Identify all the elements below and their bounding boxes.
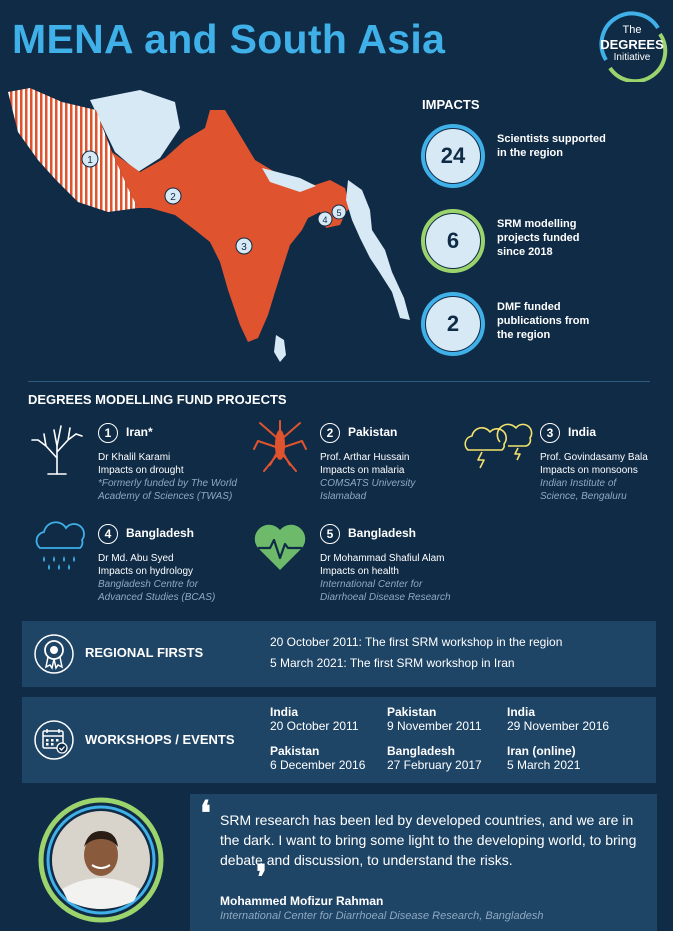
storm-cloud-icon (460, 420, 534, 470)
map-pin-3-label: 3 (241, 242, 247, 253)
workshops-panel (22, 697, 656, 783)
logo-line1: The (622, 24, 642, 36)
portrait-avatar (38, 797, 164, 923)
map-region-sri-lanka (274, 335, 286, 362)
project-note: Academy of Sciences (TWAS) (98, 491, 233, 502)
map-pin-1 (82, 151, 98, 167)
project-note: International Center for (320, 579, 423, 590)
project-person: Dr Khalil Karami (98, 452, 171, 463)
dead-tree-icon (28, 418, 86, 476)
impact-value: 6 (426, 214, 480, 268)
project-note: Bangladesh Centre for (98, 579, 199, 590)
workshop-item (270, 744, 365, 772)
workshop-item (387, 705, 482, 733)
impact-item (421, 292, 671, 362)
close-quote-icon: ❜ (256, 858, 267, 898)
map-pin-4 (318, 212, 332, 226)
project-note: Indian Institute of (540, 478, 617, 489)
project-topic: Impacts on hydrology (98, 566, 194, 577)
rain-cloud-icon (30, 518, 90, 574)
project-number: 5 (320, 524, 340, 544)
workshop-date: 6 December 2016 (270, 758, 366, 772)
project-number: 1 (98, 423, 118, 443)
project-country: Bangladesh (126, 526, 195, 540)
workshop-country: India (507, 705, 536, 719)
impact-value: 2 (426, 297, 480, 351)
workshop-item (507, 744, 580, 772)
project-note: Science, Bengaluru (540, 491, 627, 502)
project-country: Bangladesh (348, 526, 417, 540)
project-number: 4 (98, 524, 118, 544)
regional-firsts-panel (22, 621, 656, 687)
projects-heading: DEGREES MODELLING FUND PROJECTS (28, 392, 287, 407)
impact-item (421, 209, 671, 279)
workshop-country: Pakistan (387, 705, 437, 719)
impact-text: DMF funded publications from the region (497, 301, 590, 341)
project-country: Pakistan (348, 425, 398, 439)
workshop-date: 9 November 2011 (387, 719, 482, 733)
project-country: India (568, 425, 597, 439)
map-pin-1-label: 1 (87, 155, 93, 166)
workshop-country: India (270, 705, 299, 719)
project-topic: Impacts on health (320, 566, 399, 577)
degrees-logo (596, 10, 668, 82)
workshop-item (387, 744, 482, 772)
project-topic: Impacts on malaria (320, 465, 405, 476)
calendar-icon (34, 720, 74, 760)
project-person: Prof. Govindasamy Bala (540, 452, 648, 463)
region-map (0, 80, 420, 370)
workshops-label: WORKSHOPS / EVENTS (85, 732, 235, 747)
map-pin-5 (332, 205, 346, 219)
impact-text: Scientists supported in the region (497, 133, 606, 159)
project-note: COMSATS University (320, 478, 416, 489)
workshop-item (507, 705, 609, 733)
award-badge-icon (34, 634, 74, 674)
workshop-country: Bangladesh (387, 744, 456, 758)
quote-org: International Center for Diarrhoeal Disease Research, Bangladesh (220, 910, 544, 922)
project-topic: Impacts on drought (98, 465, 184, 476)
project-note: Islamabad (320, 491, 367, 502)
workshop-country: Pakistan (270, 744, 320, 758)
workshop-country: Iran (online) (507, 744, 576, 758)
impact-item (421, 124, 671, 194)
project-country: Iran* (126, 425, 153, 439)
logo-line3: Initiative (613, 52, 651, 63)
map-pin-2-label: 2 (170, 192, 176, 203)
quote-author: Mohammed Mofizur Rahman (220, 894, 384, 908)
regional-first-item: 20 October 2011: The first SRM workshop in the region (270, 635, 563, 649)
regional-first-item: 5 March 2021: The first SRM workshop in Iran (270, 656, 515, 670)
workshop-date: 20 October 2011 (270, 719, 359, 733)
heartbeat-icon (252, 520, 308, 572)
project-topic: Impacts on monsoons (540, 465, 638, 476)
project-note: Diarrhoeal Disease Research (320, 592, 451, 603)
workshop-date: 27 February 2017 (387, 758, 482, 772)
workshop-date: 5 March 2021 (507, 758, 581, 772)
quote-text: SRM research has been led by developed countries, and we are in the dark. I want to bring some light to the developing world, to bring debate and discussion, to understand the risks. (220, 812, 637, 868)
project-person: Dr Md. Abu Syed (98, 553, 174, 564)
map-pin-3 (236, 238, 252, 254)
map-pin-5-label: 5 (336, 208, 342, 218)
section-divider (28, 381, 650, 382)
quote-panel (190, 794, 657, 931)
map-pin-4-label: 4 (322, 215, 328, 225)
logo-line2: DEGREES (600, 37, 664, 52)
project-number: 2 (320, 423, 340, 443)
mosquito-icon (250, 415, 310, 475)
workshop-date: 29 November 2016 (507, 719, 610, 733)
project-number: 3 (540, 423, 560, 443)
project-note: *Formerly funded by The World (98, 478, 237, 489)
impacts-heading: IMPACTS (422, 97, 480, 112)
map-pin-2 (165, 188, 181, 204)
regional-firsts-label: REGIONAL FIRSTS (85, 645, 204, 660)
impact-value: 24 (426, 129, 480, 183)
project-person: Prof. Arthar Hussain (320, 452, 410, 463)
workshop-item (270, 705, 359, 733)
project-person: Dr Mohammad Shafiul Alam (320, 553, 445, 564)
impact-text: SRM modelling projects funded since 2018 (497, 218, 580, 258)
project-note: Advanced Studies (BCAS) (98, 592, 216, 603)
page-title: MENA and South Asia (12, 16, 446, 62)
map-region-myanmar (346, 180, 410, 320)
open-quote-icon: ❛ (200, 794, 211, 834)
